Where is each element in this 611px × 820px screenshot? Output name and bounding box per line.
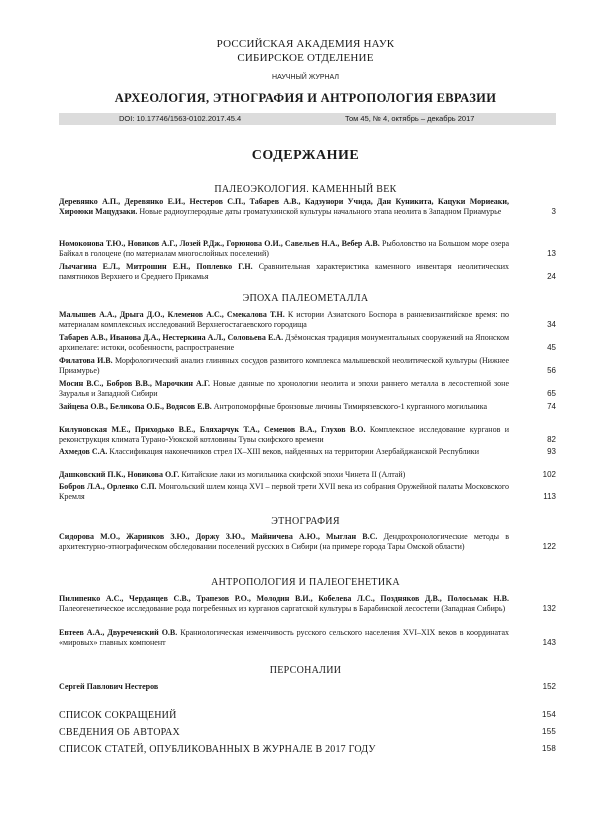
section-title: ЭТНОГРАФИЯ: [271, 516, 340, 527]
entry-authors: Сергей Павлович Нестеров: [59, 682, 159, 691]
entry-authors: Деревянко А.П., Деревянко Е.И., Нестеров С.П., Табарев А.В., Кадзуноpи Учида, Дан Куникита, Кацуки Мориеаки, Хироюки Мацудзаки.: [59, 197, 509, 216]
org-line-2: СИБИРСКОЕ ОТДЕЛЕНИЕ: [237, 52, 374, 64]
entry-title: Новые радиоуглеродные даты громатухинской культуры начального этапа неолита в Западном Приамурье: [139, 207, 502, 216]
toc-entry[interactable]: [59, 482, 556, 502]
entry-authors: Пилипенко А.С., Черданцев С.В., Трапезов Р.О., Молодин В.И., Кобелева Л.С., Поздняков Д.В., Полосьмак Н.В.: [59, 594, 509, 603]
entry-authors: Мосин В.С., Бобров В.В., Марочкин А.Г.: [59, 379, 211, 388]
toc-entry[interactable]: [59, 470, 556, 480]
contents-title: СОДЕРЖАНИЕ: [251, 148, 360, 163]
entry-title: Морфологический анализ глиняных сосудов развитого комплекса малышевской неолитической культуры (Нижнее Приамурье): [59, 356, 510, 375]
entry-page: 143: [542, 638, 556, 647]
org-line-1: РОССИЙСКАЯ АКАДЕМИЯ НАУК: [216, 38, 395, 50]
journal-title: АРХЕОЛОГИЯ, ЭТНОГРАФИЯ И АНТРОПОЛОГИЯ ЕВРАЗИИ: [114, 91, 497, 105]
toc-entry[interactable]: [59, 239, 556, 259]
entry-page: 74: [547, 402, 556, 411]
toc-entry[interactable]: [59, 262, 556, 282]
section-title: ПЕРСОНАЛИИ: [269, 665, 342, 676]
toc-entry[interactable]: [59, 333, 556, 353]
entry-authors: Малышев А.А., Дрыга Д.О., Клеменов А.С., Смекалова Т.Н.: [59, 310, 285, 319]
back-matter-title: СПИСОК СТАТЕЙ, ОПУБЛИКОВАННЫХ В ЖУРНАЛЕ В 2017 ГОДУ: [59, 744, 376, 755]
entry-title: Китайские лаки из могильника скифской эпохи Чинета II (Алтай): [181, 470, 406, 479]
section-title: ПАЛЕОЭКОЛОГИЯ. КАМЕННЫЙ ВЕК: [214, 184, 397, 195]
entry-page: 56: [547, 366, 556, 375]
back-matter-abbreviations[interactable]: [59, 710, 556, 721]
doi: DOI: 10.17746/1563-0102.2017.45.4: [119, 114, 242, 123]
entry-authors: Зайцева О.В., Беликова О.Б., Водясов Е.В.: [59, 402, 212, 411]
entry-authors: Килуновская М.Е., Приходько В.Е., Бляхарчук Т.А., Семенов В.А., Глухов В.О.: [59, 425, 366, 434]
back-matter-authors[interactable]: [59, 727, 556, 738]
entry-title: Новые данные по хронологии неолита и эпохи раннего металла в лесостепной зоне Зауралья и Западной Сибири: [59, 379, 510, 398]
issue-info: Том 45, № 4, октябрь – декабрь 2017: [345, 114, 475, 123]
entry-authors: Бобров Л.А., Орленко С.П.: [59, 482, 157, 491]
entry-page: 82: [547, 435, 556, 444]
entry-page: 45: [547, 343, 556, 352]
entry-authors: Дашковский П.К., Новикова О.Г.: [59, 470, 180, 479]
toc-entry[interactable]: [59, 532, 556, 552]
entry-page: 3: [551, 207, 556, 216]
back-matter-articles-list[interactable]: [59, 744, 556, 755]
back-matter-page: 158: [542, 744, 556, 753]
back-matter-title: СВЕДЕНИЯ ОБ АВТОРАХ: [59, 727, 180, 738]
entry-title: Дендрохронологические методы в архитектурно-этнографическом обследовании поселений русских в Сибири (на примере города Тары Омской области): [59, 532, 510, 551]
entry-page: 113: [543, 492, 556, 501]
toc-entry[interactable]: [59, 594, 556, 614]
journal-label: НАУЧНЫЙ ЖУРНАЛ: [272, 74, 339, 81]
toc-entry[interactable]: [59, 197, 556, 217]
toc-entry[interactable]: [59, 447, 556, 457]
entry-page: 34: [547, 320, 556, 329]
entry-page: 152: [542, 682, 556, 691]
toc-entry[interactable]: [59, 379, 556, 399]
entry-title: Рыболовство на Большом море озера Байкал в голоцене (по материалам многослойных поселений): [59, 239, 509, 258]
toc-entry[interactable]: [59, 402, 556, 412]
entry-page: 13: [547, 249, 556, 258]
back-matter-title: СПИСОК СОКРАЩЕНИЙ: [59, 710, 177, 721]
toc-entry[interactable]: [59, 310, 556, 330]
entry-page: 93: [547, 447, 556, 456]
entry-title: Антропоморфные бронзовые личины Тимирязевского-1 курганного могильника: [213, 402, 488, 411]
entry-authors: Евтеев А.А., Двуреченский О.В.: [59, 628, 178, 637]
entry-title: Краниологическая изменчивость русского сельского населения XVI–XIX веков в координатах «мировых» главных компонент: [59, 628, 510, 647]
entry-title: Классификация наконечников стрел IX–XIII веков, найденных на территории Азербайджанской Республики: [109, 447, 479, 456]
entry-authors: Филатова И.В.: [59, 356, 113, 365]
entry-title: К истории Азиатского Боспора в ранневизантийское время: по материалам комплексных исследований Верхнегостагаевского городища: [59, 310, 510, 329]
toc-entry[interactable]: [59, 682, 556, 692]
entry-page: 24: [547, 272, 556, 281]
back-matter-page: 154: [542, 710, 556, 719]
entry-page: 102: [542, 470, 556, 479]
entry-authors: Номоконова Т.Ю., Новиков А.Г., Лозей Р.Дж., Горюнова О.И., Савельев Н.А., Вебер А.В.: [59, 239, 380, 248]
doi-issue-bar: [59, 113, 556, 125]
entry-title: Дзёмонская традиция монументальных сооружений на Японском архипелаге: истоки, особенности, распространение: [59, 333, 510, 352]
entry-authors: Сидорова М.О., Жаринков З.Ю., Доржу З.Ю., Майничева А.Ю., Мыглан В.С.: [59, 532, 378, 541]
entry-page: 65: [547, 389, 556, 398]
entry-authors: Табарев А.В., Иванова Д.А., Нестеркина А.Л., Соловьева Е.А.: [59, 333, 284, 342]
entry-title: Палеогенетическое исследование рода погребенных из курганов саргатской культуры в Барабинской лесостепи (Западная Сибирь): [59, 604, 506, 613]
entry-page: 122: [542, 542, 556, 551]
section-title: ЭПОХА ПАЛЕОМЕТАЛЛА: [242, 293, 369, 304]
back-matter-page: 155: [542, 727, 556, 736]
section-title: АНТРОПОЛОГИЯ И ПАЛЕОГЕНЕТИКА: [211, 577, 400, 588]
entry-page: 132: [542, 604, 556, 613]
toc-entry[interactable]: [59, 628, 556, 648]
toc-entry[interactable]: [59, 425, 556, 445]
entry-title: Монгольский шлем конца XVI – первой трети XVII века из собрания Оружейной палаты Московского Кремля: [59, 482, 509, 501]
entry-authors: Ахмедов С.А.: [59, 447, 108, 456]
toc-entry[interactable]: [59, 356, 556, 376]
entry-title: Комплексное исследование курганов и реконструкция климата Турано-Уюкской котловины Тувы скифского времени: [59, 425, 510, 444]
entry-title: Сравнительная характеристика каменного инвентаря неолитических памятников Верхнего и Среднего Прикамья: [59, 262, 510, 281]
entry-authors: Лычагина Е.Л., Митрошин Е.Н., Поплевко Г.Н.: [59, 262, 253, 271]
